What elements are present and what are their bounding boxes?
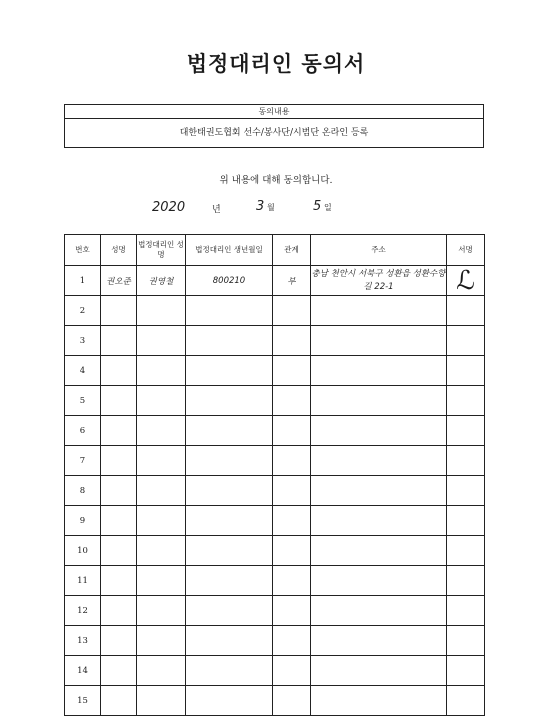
row-number: 8 [65,476,101,506]
row-name: 권오준 [101,266,137,296]
table-row [65,296,485,326]
table-row [65,416,485,446]
guardian-table [64,234,485,716]
table-header-row [65,235,485,266]
row-number: 14 [65,656,101,686]
row-signature [447,266,485,296]
header-name: 성명 [101,235,137,266]
row-number: 2 [65,296,101,326]
consent-body: 대한태권도협회 선수/봉사단/시범단 온라인 등록 [179,128,369,138]
table-row [65,596,485,626]
header-signature: 서명 [447,235,485,266]
row-number: 5 [65,386,101,416]
header-number: 번호 [65,235,101,266]
table-row [65,566,485,596]
row-relation: 부 [273,266,311,296]
table-row [65,356,485,386]
row-number: 10 [65,536,101,566]
table-row [65,386,485,416]
row-address: 충남 천안시 서북구 성환읍 성환수향길 22-1 [311,266,447,296]
header-guardian-birth: 법정대리인 생년월일 [186,235,273,266]
table-row [65,266,485,296]
table-row [65,626,485,656]
date-month-value: 3 [256,199,265,214]
row-guardian-birth: 800210 [186,266,273,296]
consent-box [64,104,484,148]
row-number: 7 [65,446,101,476]
header-relation: 관계 [273,235,311,266]
table-row [65,326,485,356]
handwritten-signature: ℒ [456,265,475,296]
consent-header: 동의내용 [65,105,483,119]
document-title: 법정대리인 동의서 [186,51,366,76]
table-row [65,656,485,686]
date-year-value: 2020 [152,200,186,215]
table-row [65,536,485,566]
date-day-value: 5 [313,199,322,214]
row-number: 1 [65,266,101,296]
table-row [65,446,485,476]
table-row [65,476,485,506]
date-line [0,198,552,218]
row-guardian-name: 권영철 [137,266,186,296]
header-address: 주소 [311,235,447,266]
table-row [65,686,485,716]
row-number: 3 [65,326,101,356]
row-number: 12 [65,596,101,626]
date-year-label: 년 [212,205,221,215]
date-month-label: 월 [267,203,275,212]
agreement-statement: 위 내용에 대해 동의합니다. [219,175,333,186]
row-number: 9 [65,506,101,536]
row-number: 6 [65,416,101,446]
row-number: 15 [65,686,101,716]
row-number: 13 [65,626,101,656]
row-number: 11 [65,566,101,596]
header-guardian-name: 법정대리인 성명 [137,235,186,266]
table-row [65,506,485,536]
row-number: 4 [65,356,101,386]
date-day-label: 일 [324,203,332,212]
